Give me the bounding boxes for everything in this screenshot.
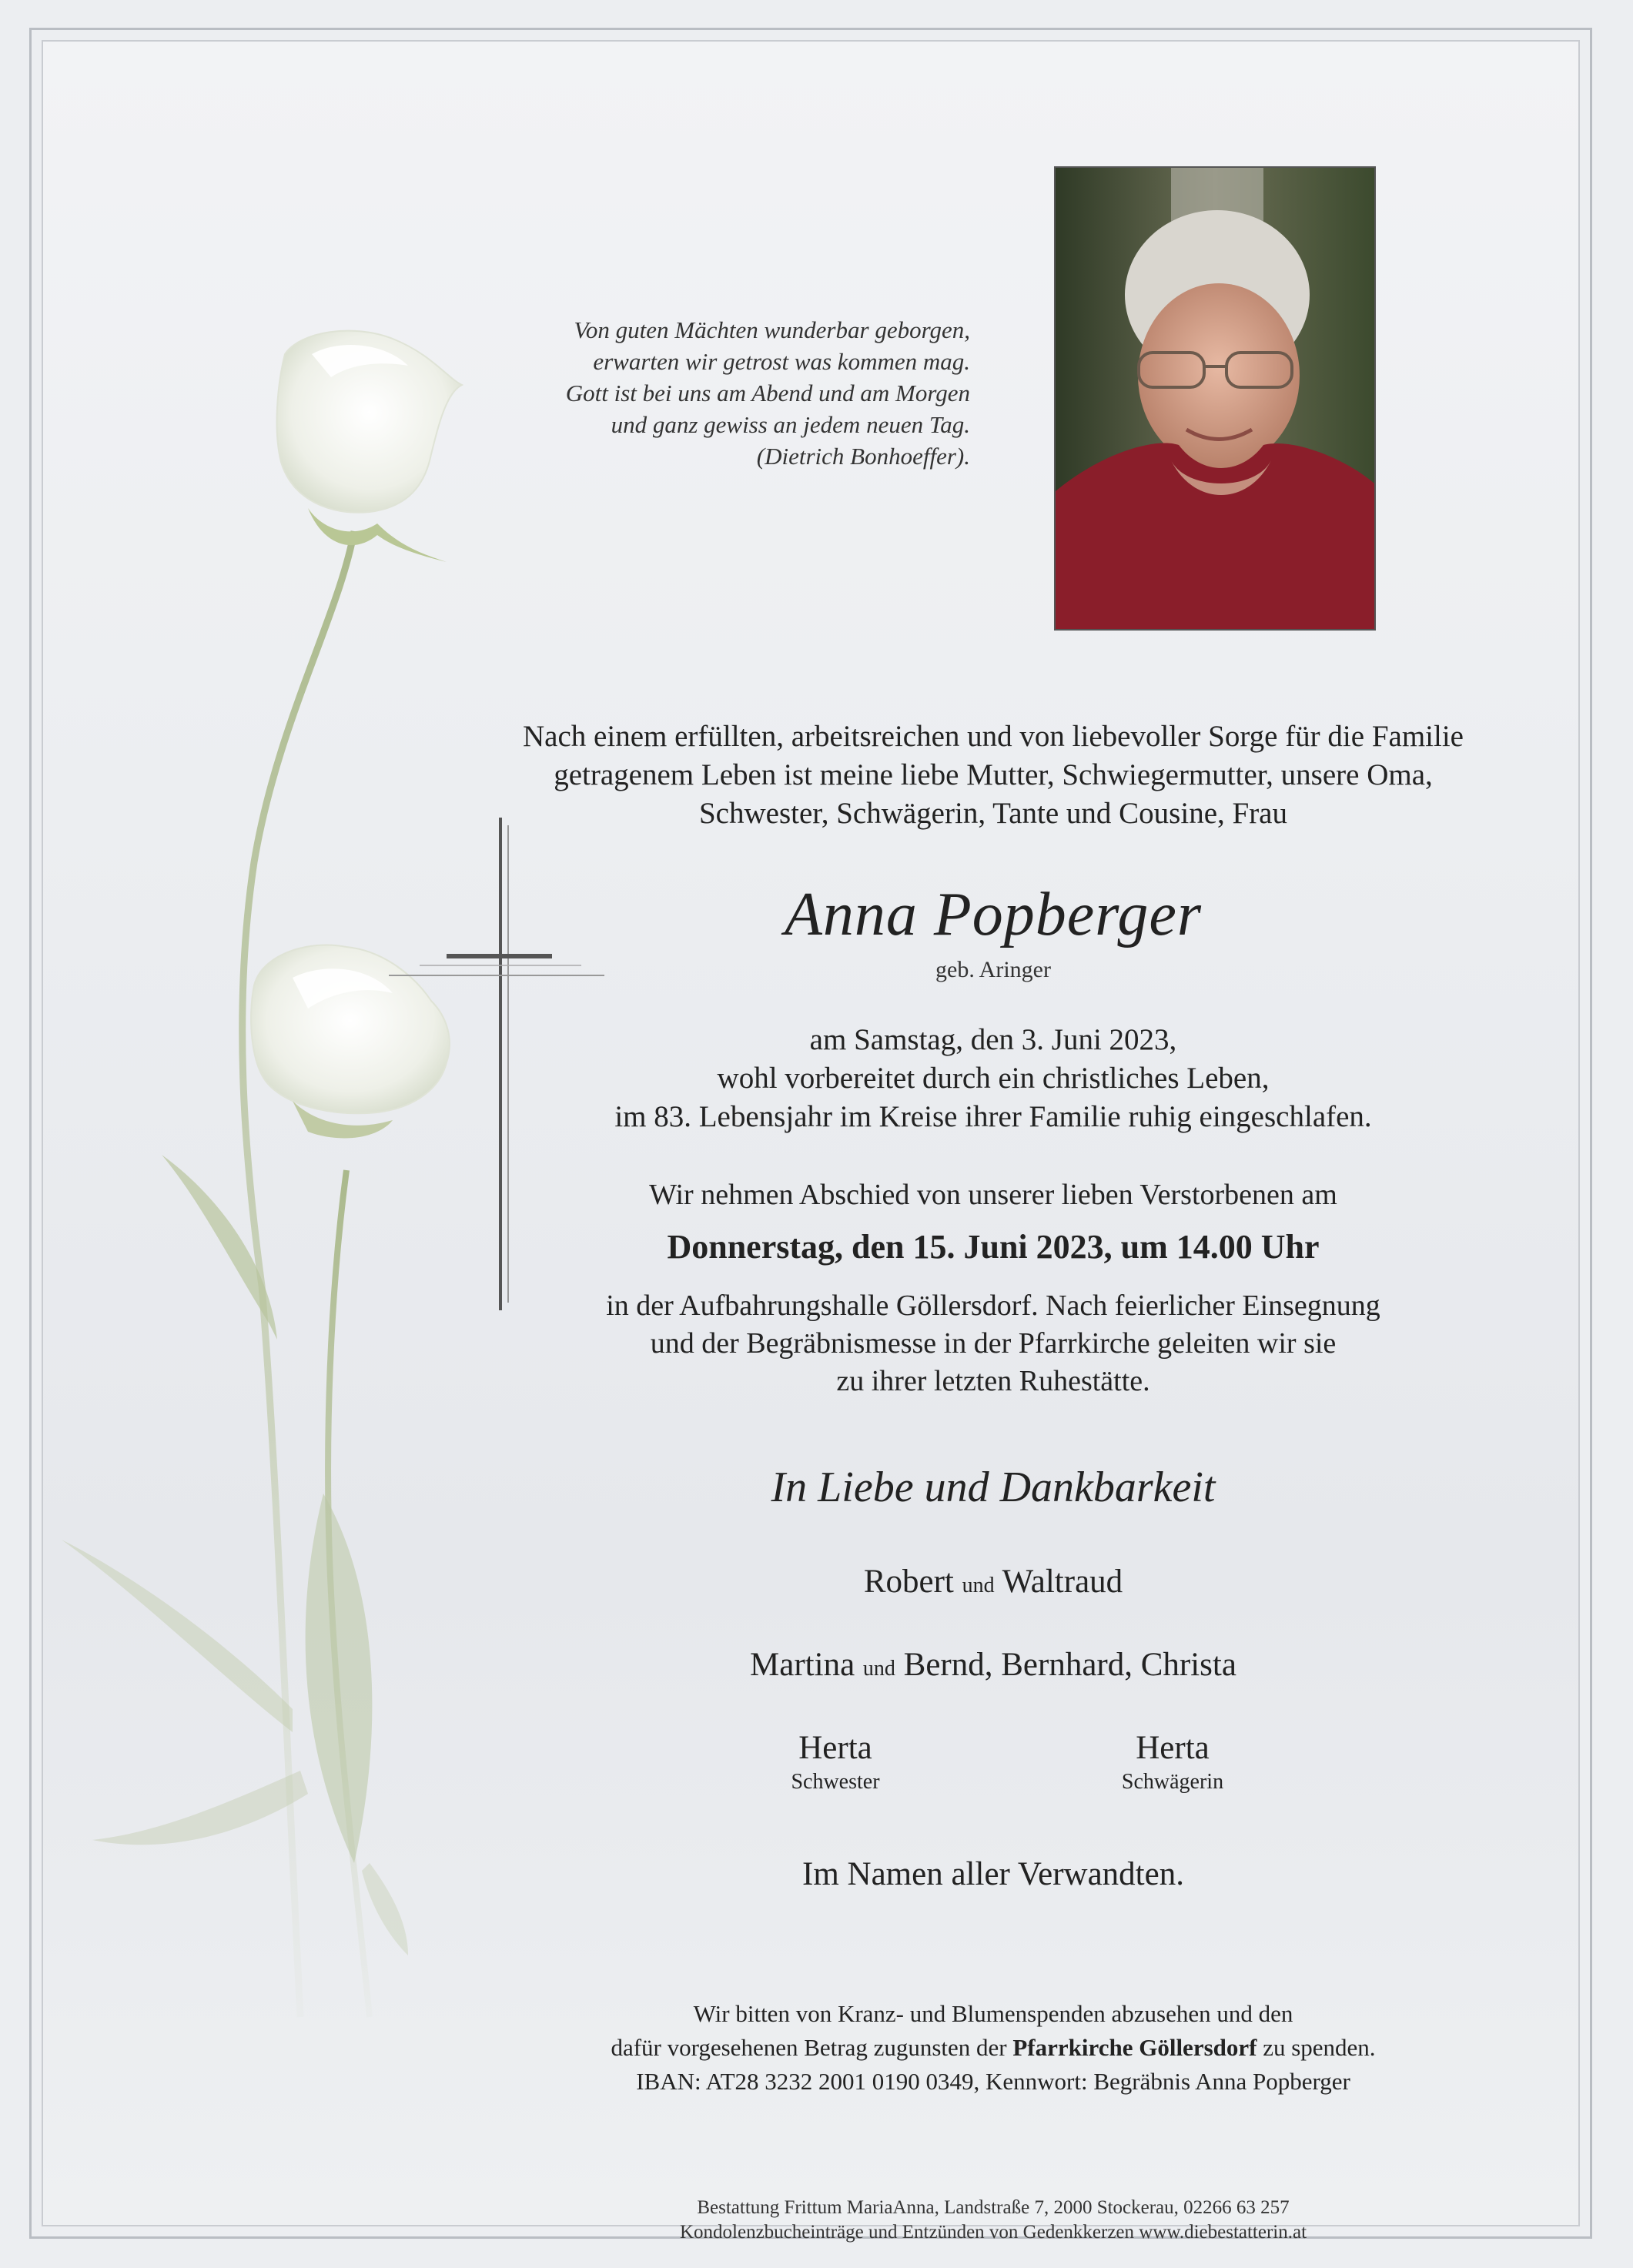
mourner-name: Waltraud [1002, 1564, 1123, 1600]
quote-line: Von guten Mächten wunderbar geborgen, [574, 316, 970, 343]
ceremony-line: und der Begräbnismesse in der Pfarrkirche geleiten wir sie [650, 1327, 1337, 1360]
funeral-date: Donnerstag, den 15. Juni 2023, um 14.00 Uhr [667, 1228, 1320, 1266]
deceased-name: Anna Popberger [784, 881, 1203, 948]
mourner-name: Bernd, Bernhard, Christa [903, 1647, 1236, 1683]
death-line: am Samstag, den 3. Juni 2023, [809, 1023, 1177, 1056]
death-line: im 83. Lebensjahr im Kreise ihrer Familie ruhig eingeschlafen. [614, 1100, 1372, 1133]
ceremony-line: in der Aufbahrungshalle Göllersdorf. Nach feierlicher Einsegnung [606, 1290, 1380, 1322]
quote-line: erwarten wir getrost was kommen mag. [593, 348, 970, 375]
donation-note [416, 1997, 1571, 2099]
donation-text: zu spenden. [1257, 2034, 1376, 2061]
farewell-intro: Wir nehmen Abschied von unserer lieben Verstorbenen am [649, 1179, 1337, 1211]
maiden-name: geb. Aringer [935, 957, 1051, 982]
footer-address: Bestattung Frittum MariaAnna, Landstraße 7, 2000 Stockerau, 02266 63 257 [697, 2197, 1290, 2218]
ceremony-text [416, 1287, 1571, 1400]
ceremony-line: zu ihrer letzten Ruhestätte. [836, 1365, 1150, 1397]
mourner-sister-in-law [1072, 1729, 1273, 1795]
footer-website: Kondolenzbucheinträge und Entzünden von Gedenkkerzen www.diebestatterin.at [679, 2222, 1307, 2243]
mourner-relation: Schwester [791, 1770, 880, 1794]
intro-line: Nach einem erfüllten, arbeitsreichen und von liebevoller Sorge für die Familie [523, 720, 1464, 753]
conjunction: und [962, 1574, 995, 1597]
quote-line: und ganz gewiss an jedem neuen Tag. [611, 411, 970, 438]
iban-line: IBAN: AT28 3232 2001 0190 0349, Kennwort: Begräbnis Anna Popberger [636, 2068, 1350, 2095]
mourner-name: Herta [798, 1730, 872, 1766]
quote-line: Gott ist bei uns am Abend und am Morgen [565, 380, 970, 406]
mourner-sister [735, 1729, 935, 1795]
mourner-row [416, 1646, 1571, 1684]
intro-line: getragenem Leben ist meine liebe Mutter, Schwiegermutter, unsere Oma, [554, 758, 1433, 791]
love-and-gratitude: In Liebe und Dankbarkeit [771, 1463, 1216, 1511]
donation-line [416, 2031, 1571, 2065]
mourner-name: Robert [863, 1564, 954, 1600]
portrait-photo [1054, 166, 1376, 631]
bonhoeffer-quote [431, 314, 970, 472]
mourner-relation: Schwägerin [1121, 1770, 1224, 1794]
mourner-row [416, 1563, 1571, 1601]
parish-name: Pfarrkirche Göllersdorf [1012, 2034, 1257, 2061]
donation-text: dafür vorgesehenen Betrag zugunsten der [611, 2034, 1013, 2061]
funeral-home-footer [416, 2196, 1571, 2245]
mourner-name: Martina [750, 1647, 855, 1683]
death-announcement [416, 1021, 1571, 1136]
mourner-name: Herta [1136, 1730, 1210, 1766]
intro-line: Schwester, Schwägerin, Tante und Cousine, Frau [698, 797, 1287, 830]
conjunction: und [862, 1657, 895, 1681]
quote-line: (Dietrich Bonhoeffer). [756, 443, 970, 470]
intro-text [416, 718, 1571, 833]
all-relatives: Im Namen aller Verwandten. [802, 1856, 1184, 1892]
donation-line: Wir bitten von Kranz- und Blumenspenden abzusehen und den [693, 2000, 1293, 2027]
death-line: wohl vorbereitet durch ein christliches Leben, [717, 1062, 1270, 1095]
